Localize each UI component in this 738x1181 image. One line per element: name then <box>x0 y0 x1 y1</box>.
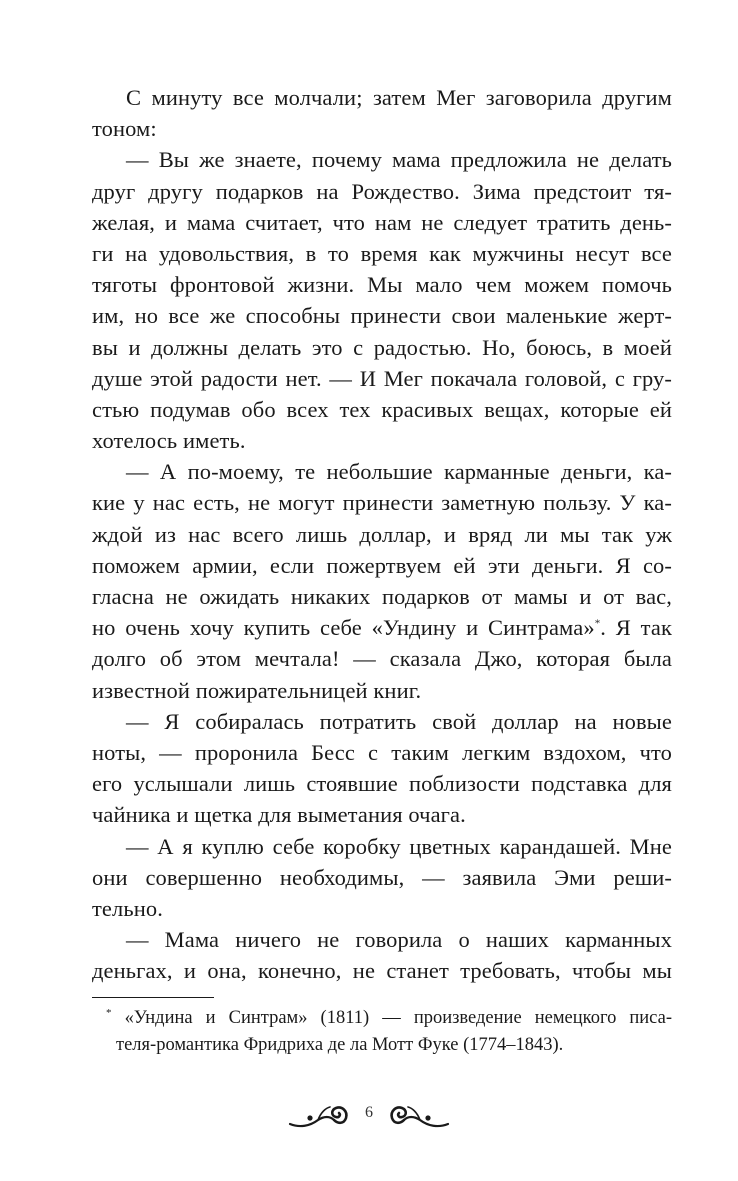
text-line <box>92 768 672 799</box>
text-line-content: — Я собиралась потратить свой доллар на новые <box>126 708 672 734</box>
footnote-text-1: «Ундина и Синтрам» (1811) — произведение немецкого писа- <box>124 1008 672 1028</box>
footnote-mark: * <box>106 1006 112 1019</box>
text-line-content: ноты, — проронила Бесс с таким легким вздохом, что <box>92 739 672 765</box>
text-line <box>92 862 672 893</box>
text-line-content: вы и должны делать это с радостью. Но, боюсь, в моей <box>92 334 672 360</box>
text-line <box>92 176 672 207</box>
text-line-content: ги на удовольствия, в то время как мужчины несут все <box>92 240 672 266</box>
text-line <box>92 394 672 425</box>
text-line <box>92 737 672 768</box>
text-line <box>92 955 672 986</box>
page-footer <box>0 1096 738 1136</box>
text-line-content: тельно. <box>92 895 163 921</box>
text-line <box>92 113 672 144</box>
text-line-content: ждой из нас всего лишь доллар, и вряд ли мы так уж <box>92 521 672 547</box>
text-line-content: чайника и щетка для выметания очага. <box>92 802 466 828</box>
text-line-content: стью подумав обо всех тех красивых вещах, которые ей <box>92 396 672 422</box>
text-line <box>92 269 672 300</box>
text-line <box>92 831 672 862</box>
main-text <box>92 82 672 986</box>
text-line-content: душе этой радости нет. — И Мег покачала головой, с гру- <box>92 365 672 391</box>
page-number: 6 <box>365 1104 373 1121</box>
flourish-right-icon <box>384 1098 450 1132</box>
text-line-content: гласна не ожидать никаких подарков от мамы и от вас, <box>92 584 672 609</box>
text-line <box>92 924 672 955</box>
text-line <box>92 519 672 550</box>
text-line-content: С минуту все молчали; затем Мег заговорила другим <box>126 85 672 110</box>
text-line-continuation: . Я так <box>600 615 673 641</box>
text-line-content: — Мама ничего не говорила о наших карманных <box>126 927 672 953</box>
text-line <box>92 207 672 238</box>
text-line <box>92 612 672 643</box>
text-line-content: но очень хочу купить себе «Ундину и Синтрама» <box>92 615 595 641</box>
text-line-content: друг другу подарков на Рождество. Зима предстоит тя- <box>92 178 672 204</box>
text-line-content: они совершенно необходимы, — заявила Эми реши- <box>92 864 672 890</box>
text-line <box>92 706 672 737</box>
text-line-content: хотелось иметь. <box>92 428 246 454</box>
text-line-content: — А я куплю себе коробку цветных карандашей. Мне <box>126 833 672 859</box>
text-line-content: — А по-моему, те небольшие карманные деньги, ка- <box>126 459 672 485</box>
flourish-left-icon <box>288 1098 354 1132</box>
footnote-line <box>92 1032 672 1059</box>
text-line <box>92 144 672 175</box>
text-line <box>92 456 672 487</box>
text-line-content: поможем армии, если пожертвуем ей эти деньги. Я со- <box>92 552 672 578</box>
text-line <box>92 238 672 269</box>
text-line-content: тоном: <box>92 116 157 142</box>
footnote-reference: * <box>594 617 601 630</box>
text-line-content: кие у нас есть, не могут принести заметную пользу. У ка- <box>92 490 672 516</box>
text-line-content: тяготы фронтовой жизни. Мы мало чем можем помочь <box>92 272 672 298</box>
text-line <box>92 363 672 394</box>
text-line <box>92 799 672 830</box>
text-line <box>92 675 672 706</box>
text-line-content: им, но все же способны принести свои маленькие жерт- <box>92 303 672 329</box>
text-line <box>92 487 672 518</box>
text-line-content: известной пожирательницей книг. <box>92 677 422 703</box>
text-line <box>92 643 672 674</box>
footnote-text-2: теля-романтика Фридриха де ла Мотт Фуке (1774–1843). <box>116 1035 564 1055</box>
text-line-content: — Вы же знаете, почему мама предложила не делать <box>126 147 672 173</box>
text-line-content: желая, и мама считает, что нам не следует тратить день- <box>92 209 672 235</box>
text-line-content: долго об этом мечтала! — сказала Джо, которая была <box>92 646 672 672</box>
text-line-content: его услышали лишь стоявшие поблизости подставка для <box>92 771 672 797</box>
text-line <box>92 82 672 113</box>
text-line <box>92 550 672 581</box>
text-line <box>92 332 672 363</box>
footnote-divider <box>92 997 214 998</box>
text-line <box>92 300 672 331</box>
text-line <box>92 581 672 612</box>
footnote <box>92 1005 672 1059</box>
text-line <box>92 893 672 924</box>
text-line-content: деньгах, и она, конечно, не станет требовать, чтобы мы <box>92 958 672 984</box>
text-line <box>92 425 672 456</box>
footnote-line <box>92 1005 672 1032</box>
